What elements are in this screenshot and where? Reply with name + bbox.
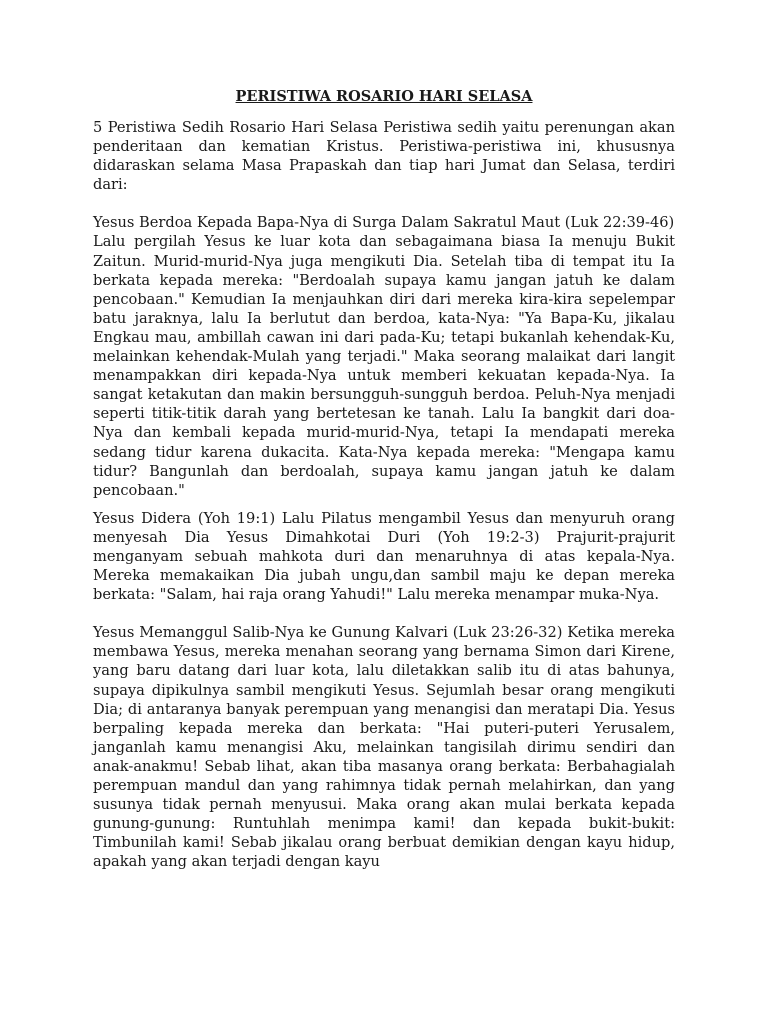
- scourging-crowning-paragraph: Yesus Didera (Yoh 19:1) Lalu Pilatus mengambil Yesus dan menyuruh orang menyesah Dia Yesus Dimahkotai Duri (Yoh 19:2-3) Prajurit-prajurit menganyam sebuah mahkota duri dan menaruhnya di atas kepala-Nya. Mereka memakaikan Dia jubah ungu,dan sambil maju ke depan mereka berkata: "Salam, hai raja orang Yahudi!" Lalu mereka menampar muka-Nya.: [93, 509, 675, 604]
- agony-paragraph: Lalu pergilah Yesus ke luar kota dan sebagaimana biasa Ia menuju Bukit Zaitun. Murid-murid-Nya juga mengikuti Dia. Setelah tiba di tempat itu Ia berkata kepada mereka: "Berdoalah supaya kamu jangan jatuh ke dalam pencobaan." Kemudian Ia menjauhkan diri dari mereka kira-kira sepelempar batu jaraknya, lalu Ia berlutut dan berdoa, kata-Nya: "Ya Bapa-Ku, jikalau Engkau mau, ambillah cawan ini dari pada-Ku; tetapi bukanlah kehendak-Ku, melainkan kehendak-Mulah yang terjadi." Maka seorang malaikat dari langit menampakkan diri kepada-Nya untuk memberi kekuatan kepada-Nya. Ia sangat ketakutan dan makin bersungguh-sungguh berdoa. Peluh-Nya menjadi seperti titik-titik darah yang bertetesan ke tanah. Lalu Ia bangkit dari doa-Nya dan kembali kepada murid-murid-Nya, tetapi Ia mendapati mereka sedang tidur karena dukacita. Kata-Nya kepada mereka: "Mengapa kamu tidur? Bangunlah dan berdoalah, supaya kamu jangan jatuh ke dalam pencobaan.": [93, 233, 675, 499]
- section-heading-agony: Yesus Berdoa Kepada Bapa-Nya di Surga Dalam Sakratul Maut (Luk 22:39-46): [93, 214, 675, 232]
- intro-paragraph: 5 Peristiwa Sedih Rosario Hari Selasa Peristiwa sedih yaitu perenungan akan penderitaan dan kematian Kristus. Peristiwa-peristiwa ini, khususnya didaraskan selama Masa Prapaskah dan tiap hari Jumat dan Selasa, terdiri dari:: [93, 119, 675, 194]
- document-body: [93, 118, 675, 890]
- document-title: PERISTIWA ROSARIO HARI SELASA: [235, 88, 533, 105]
- carrying-cross-paragraph: Yesus Memanggul Salib-Nya ke Gunung Kalvari (Luk 23:26-32) Ketika mereka membawa Yesus, mereka menahan seorang yang bernama Simon dari Kirene, yang baru datang dari luar kota, lalu diletakkan salib itu di atas bahunya, supaya dipikulnya sambil mengikuti Yesus. Sejumlah besar orang mengikuti Dia; di antaranya banyak perempuan yang menangisi dan meratapi Dia. Yesus berpaling kepada mereka dan berkata: "Hai puteri-puteri Yerusalem, janganlah kamu menangisi Aku, melainkan tangisilah dirimu sendiri dan anak-anakmu! Sebab lihat, akan tiba masanya orang berkata: Berbahagialah perempuan mandul dan yang rahimnya tidak pernah melahirkan, dan yang susunya tidak pernah menyusui. Maka orang akan mulai berkata kepada gunung-gunung: Runtuhlah menimpa kami! dan kepada bukit-bukit: Timbunilah kami! Sebab jikalau orang berbuat demikian dengan kayu hidup, apakah yang akan terjadi dengan kayu: [93, 624, 675, 871]
